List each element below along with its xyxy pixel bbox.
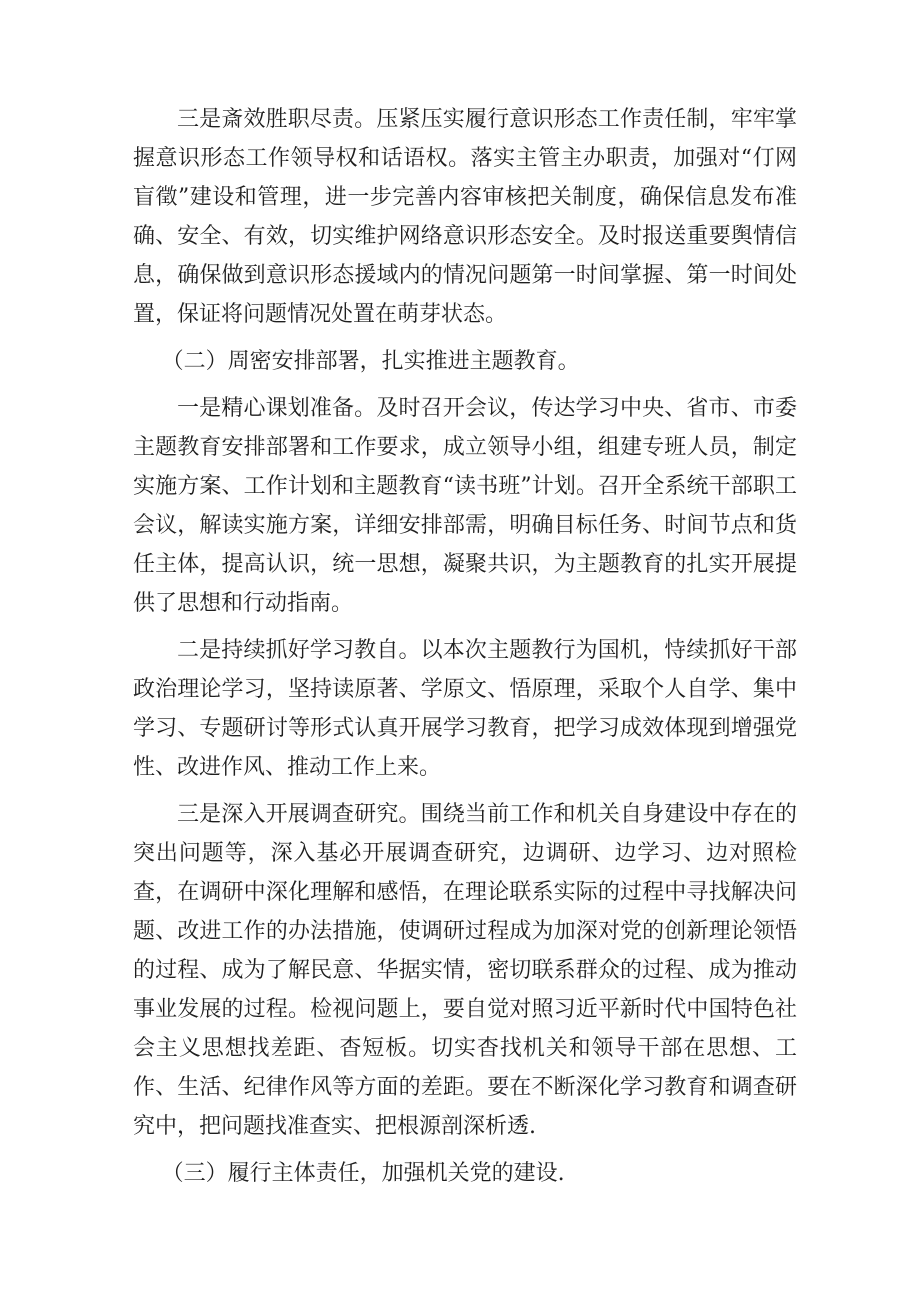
paragraph-responsibility: 三是斎效胜职尽责。压紧压实履行意识形态工作责任制，牢牢掌握意识形态工作领导权和话语权。落实主管主办职责，加强对“仃网盲徵”建设和管理，进一步完善内容审核把关制度，确保信息发布准确、安全、有效，切实维护网络意识形态安全。及时报送重要舆情信息，确保做到意识形态援域内的情况问题第一时间掌握、第一时间处置，保证将问题情况处置在萌芽状态。 <box>133 107 797 327</box>
paragraph-study-education: 二是持续抓好学习教自。以本次主题教行为国机，恃续抓好干部政治理论学习，坚持读原著、学原文、悟原理，采取个人自学、集中学习、专题研讨等形式认真开展学习教育，把学习成效体现到增强党性、改进作风、推动工作上来。 <box>133 638 797 780</box>
paragraph-investigation: 三是深入开展调查研究。围绕当前工作和机关自身建设中存在的突出问题等，深入基必开展调查研究，边调研、边学习、边对照检查，在调研中深化理解和感悟，在理论联系实际的过程中寻找解决问题、改进工作的办法措施，使调研过程成为加深对党的创新理论领悟的过程、成为了解民意、华据实情，密切联系群众的过程、成为推动事业发展的过程。检视问题上，要自觉对照习近平新时代中国特色社会主义思想找差距、杳短板。切实杳找机关和领导干部在思想、工作、生活、纪律作风等方面的差距。要在不断深化学习教育和调查研究中，把问题找准查实、把根源剖深析透. <box>133 802 797 1139</box>
paragraph-preparation: 一是精心课划准备。及时召开会议，传达学习中央、省市、市委主题教育安排部署和工作要求，成立领导小组，组建专班人员，制定实施方案、工作计划和主题教育“读书班”计划。召开全系统干部职工会议，解读实施方案，详细安排部需，明确目标任务、时间节点和货任主体，提高认识，统一思想，凝聚共识，为主题教育的扎实开展提供了思想和行动指南。 <box>133 396 797 616</box>
section-heading-3: （三）履行主体责任，加强机关党的建设. <box>161 1161 565 1186</box>
document-body <box>133 100 797 1201</box>
section-heading-2: （二）周密安排部署，扎实推进主题教育。 <box>161 349 580 374</box>
